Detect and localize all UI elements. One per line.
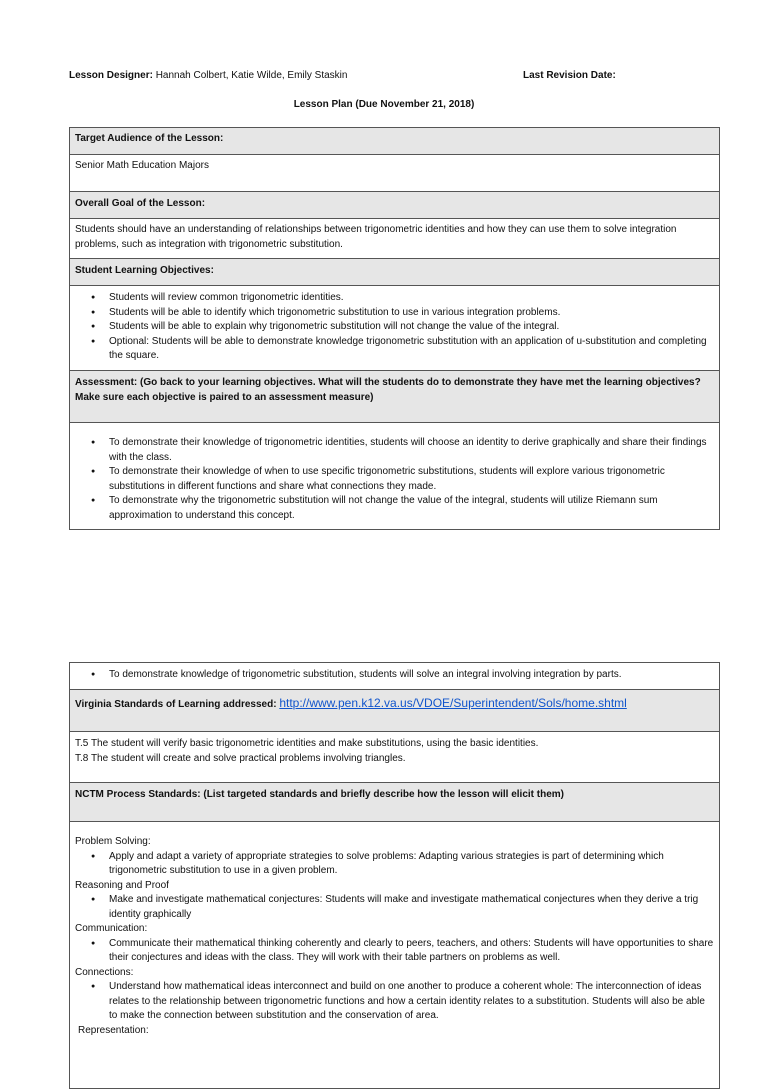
list-item: ● Optional: Students will be able to demonstrate knowledge trigonometric substitution with an application of u-substitution and completing the square. [109,335,714,364]
list-item: ● Communicate their mathematical thinking coherently and clearly to peers, teachers, and others: Students will have opportunities to share their conjectures and ideas with the class. They will work with their table partners on problems as well. [109,937,714,966]
revision-date-label: Last Revision Date: [523,70,616,81]
list-item: ● Apply and adapt a variety of appropriate strategies to solve problems: Adapting various strategies is part of determining which trigonometric substitution to use in a given problem. [109,850,714,879]
sol-line: T.8 The student will create and solve practical problems involving triangles. [75,752,406,764]
assessment-list [75,436,714,523]
lesson-designer [69,69,347,84]
sol-body [70,732,720,783]
nctm-label: Representation: [78,1024,149,1036]
sol-heading-label: Virginia Standards of Learning addressed: [75,699,277,710]
objectives-heading: Student Learning Objectives: [70,259,720,286]
nctm-label: Reasoning and Proof [75,879,169,891]
nctm-label: Communication: [75,923,148,934]
designer-label: Lesson Designer: [69,70,153,81]
sol-heading [70,690,720,732]
assessment-continued [70,663,720,690]
list-item: ● Students will be able to identify which trigonometric substitution to use in various integration problems. [109,306,714,321]
audience-heading: Target Audience of the Lesson: [70,128,720,155]
document-header [69,69,720,83]
objectives-body [70,286,720,371]
list-item: ● To demonstrate why the trigonometric substitution will not change the value of the integral, students will utilize Riemann sum approximation to understand this concept. [109,494,714,523]
goal-heading: Overall Goal of the Lesson: [70,192,720,219]
list-item: ● To demonstrate knowledge of trigonometric substitution, students will solve an integral involving integration by parts. [109,668,714,683]
nctm-label: Connections: [75,966,134,978]
list-item: ● Make and investigate mathematical conjectures: Students will make and investigate mathematical conjectures when they derive a trig identity graphically [109,893,714,922]
audience-body: Senior Math Education Majors [70,155,720,192]
nctm-body [70,822,720,1089]
list-item: ● Understand how mathematical ideas interconnect and build on one another to produce a coherent whole: The interconnection of ideas relates to the relationship between trigonometric functions and how a certain identity relates to a substitution. Students will also be able to make the connection between substitution and the conservation of area. [109,980,714,1024]
lesson-table-page2 [69,662,720,1089]
list-item: ● Students will be able to explain why trigonometric substitution will not change the value of the integral. [109,320,714,335]
list-item: ● Students will review common trigonometric identities. [109,291,714,306]
nctm-label: Problem Solving: [75,836,151,847]
lesson-table-page1 [69,127,720,530]
list-item: ● To demonstrate their knowledge of trigonometric identities, students will choose an identity to derive graphically and share their findings with the class. [109,436,714,465]
page-title: Lesson Plan (Due November 21, 2018) [293,99,475,110]
goal-body: Students should have an understanding of relationships between trigonometric identities and how they can use them to solve integration problems, such as integration with trigonometric substitution. [70,219,720,259]
sol-line: T.5 The student will verify basic trigonometric identities and make substitutions, using the basic identities. [75,738,539,749]
sol-link[interactable]: http://www.pen.k12.va.us/VDOE/Superintendent/Sols/home.shtml [279,696,627,710]
assessment-body [70,423,720,530]
nctm-heading: NCTM Process Standards: (List targeted standards and briefly describe how the lesson will elicit them) [70,783,720,822]
assessment-heading: Assessment: (Go back to your learning objectives. What will the students do to demonstrate they have met the learning objectives? Make sure each objective is paired to an assessment measure) [70,371,720,423]
list-item: ● To demonstrate their knowledge of when to use specific trigonometric substitutions, students will explore various trigonometric substitutions in different functions and share what connections they made. [109,465,714,494]
designer-names: Hannah Colbert, Katie Wilde, Emily Staskin [155,70,348,81]
objectives-list [75,291,714,364]
